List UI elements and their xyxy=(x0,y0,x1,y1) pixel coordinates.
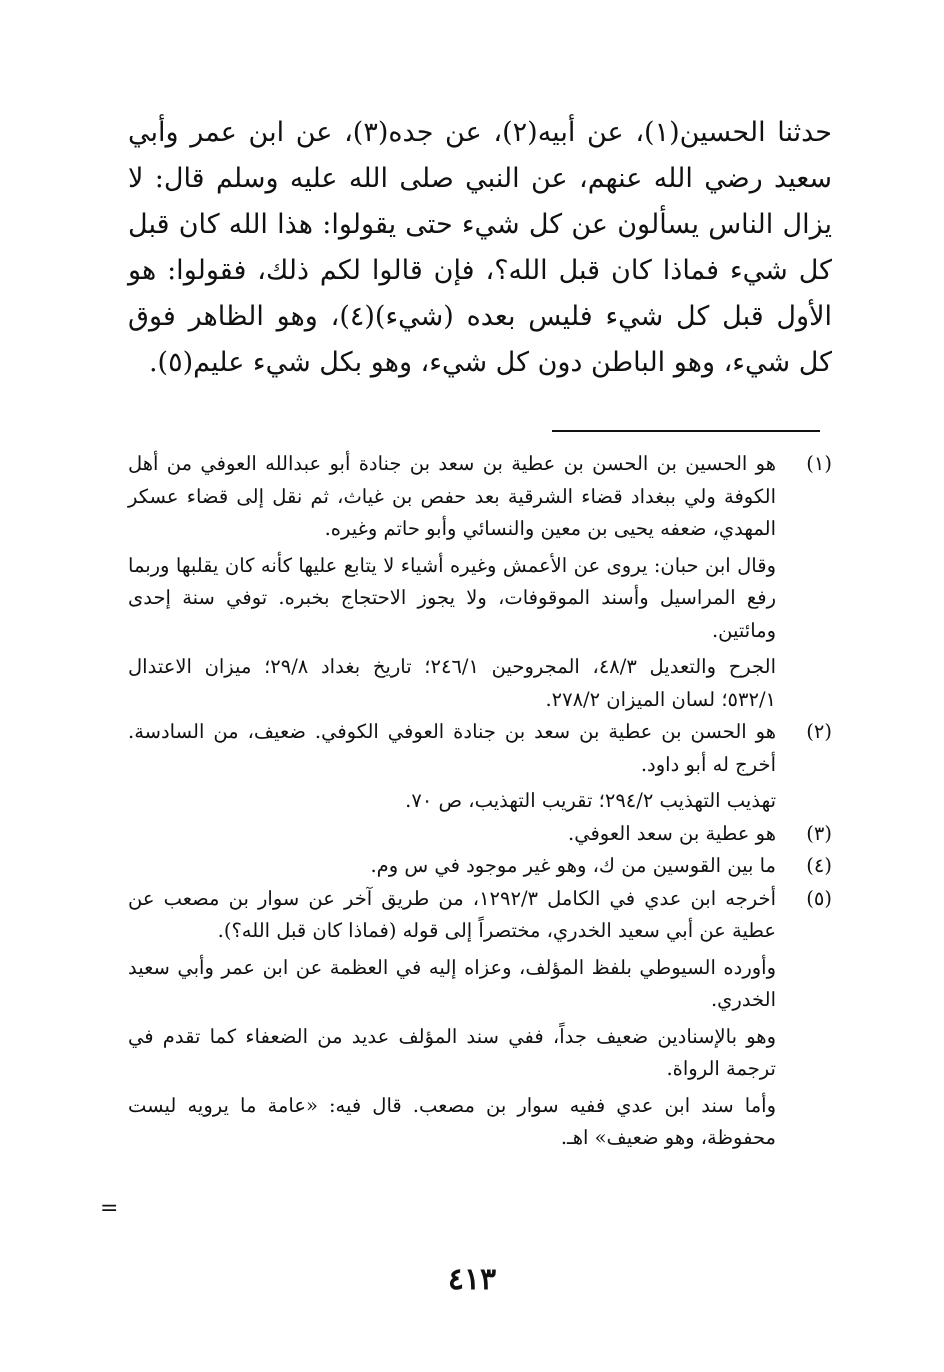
footnote-2 xyxy=(128,716,832,818)
footnote-paragraph: الجرح والتعديل ٤٨/٣، المجروحين ٢٤٦/١؛ تاريخ بغداد ٢٩/٨؛ ميزان الاعتدال ٥٣٢/١؛ لسان الميزان ٢٧٨/٢. xyxy=(128,655,776,711)
footnote-3 xyxy=(128,818,832,851)
page-number: ٤١٣ xyxy=(447,1262,497,1297)
footnote-paragraph: ما بين القوسين من ك، وهو غير موجود في س وم. xyxy=(370,854,776,877)
footnote-separator xyxy=(552,430,820,432)
footnote-paragraph: تهذيب التهذيب ٢٩٤/٢؛ تقريب التهذيب، ص ٧٠. xyxy=(405,789,776,812)
footnote-paragraph: هو الحسن بن عطية بن سعد بن جنادة العوفي الكوفي. ضعيف، من السادسة. أخرج له أبو داود. xyxy=(128,720,776,776)
footnote-paragraph: أخرجه ابن عدي في الكامل ١٢٩٢/٣، من طريق آخر عن سوار بن مصعب عن عطية عن أبي سعيد الخدري، مختصراً إلى قوله (فماذا كان قبل الله؟). xyxy=(128,886,776,942)
footnote-5 xyxy=(128,883,832,1155)
continuation-mark: = xyxy=(100,1196,119,1221)
footnote-paragraph: وقال ابن حبان: يروى عن الأعمش وغيره أشياء لا يتابع عليها كأنه كان يقلبها وربما رفع المراسيل وأسند الموقوفات، ولا يجوز الاحتجاج بخبره. توفي سنة إحدى ومائتين. xyxy=(128,553,776,642)
footnote-number: (١) xyxy=(806,452,832,475)
footnote-4 xyxy=(128,850,832,883)
footnote-paragraph: وأما سند ابن عدي ففيه سوار بن مصعب. قال فيه: «عامة ما يرويه ليست محفوظة، وهو ضعيف» اهـ. xyxy=(128,1093,776,1149)
footnote-paragraph: وأورده السيوطي بلفظ المؤلف، وعزاه إليه في العظمة عن ابن عمر وأبي سعيد الخدري. xyxy=(128,955,776,1011)
footnote-number: (٣) xyxy=(806,821,832,845)
main-text-block xyxy=(128,110,832,386)
footnote-paragraph: هو عطية بن سعد العوفي. xyxy=(568,821,776,845)
footnote-number: (٢) xyxy=(806,720,832,743)
footnote-number: (٥) xyxy=(806,886,832,910)
footnote-number: (٤) xyxy=(806,854,832,877)
hadith-paragraph: حدثنا الحسين(١)، عن أبيه(٢)، عن جده(٣)، عن ابن عمر وأبي سعيد رضي الله عنهم، عن النبي صلى الله عليه وسلم قال: لا يزال الناس يسألون عن كل شيء حتى يقولوا: هذا الله كان قبل كل شيء فماذا كان قبل الله؟، فإن قالوا لكم ذلك، فقولوا: هو الأول قبل كل شيء فليس بعده (شيء)(٤)، وهو الظاهر فوق كل شيء، وهو الباطن دون كل شيء، وهو بكل شيء عليم(٥). xyxy=(128,117,832,378)
footnote-paragraph: هو الحسين بن الحسن بن عطية بن سعد بن جنادة أبو عبدالله العوفي من أهل الكوفة ولي ببغداد قضاء الشرقية بعد حفص بن غياث، ثم نقل إلى قضاء عسكر المهدي، ضعفه يحيى بن معين والنسائي وأبو حاتم وغيره. xyxy=(128,452,776,540)
footnotes-section xyxy=(128,448,832,1155)
footnote-1 xyxy=(128,448,832,716)
footnote-paragraph: وهو بالإسنادين ضعيف جداً، ففي سند المؤلف عديد من الضعفاء كما تقدم في ترجمة الرواة. xyxy=(128,1024,776,1080)
